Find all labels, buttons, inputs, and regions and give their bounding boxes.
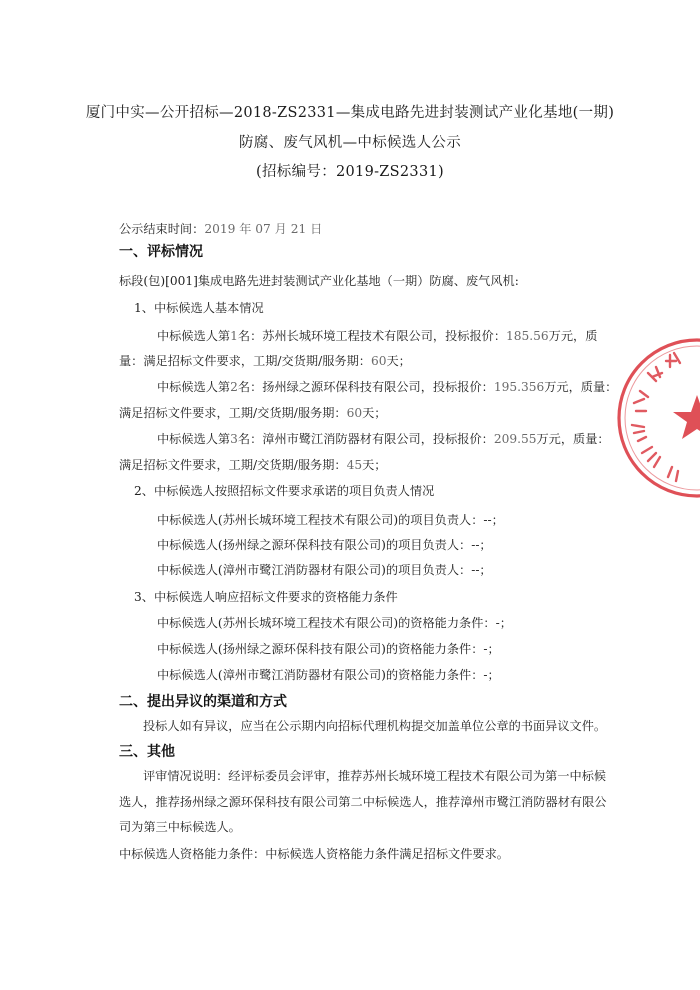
project-lead-row-2: 中标候选人(扬州绿之源环保科技有限公司)的项目负责人：--； (157, 538, 492, 552)
candidate-text: 满足招标文件要求，工期/交货期/服务期： (119, 406, 347, 420)
candidate-text: 名：扬州绿之源环保科技有限公司，投标报价： (237, 380, 494, 394)
candidate-text: 名：漳州市鹭江消防器材有限公司，投标报价： (237, 432, 494, 446)
candidate-3-line-1 (157, 430, 610, 447)
section-3-heading: 三、其他 (119, 744, 175, 760)
candidate-days: 60 (370, 354, 387, 368)
candidate-days: 60 (346, 406, 363, 420)
candidate-text: 满足招标文件要求，工期/交货期/服务期： (119, 458, 347, 472)
candidate-text: 万元，质 (548, 329, 598, 343)
project-lead-row-1: 中标候选人(苏州长城环境工程技术有限公司)的项目负责人：--； (157, 513, 504, 527)
qualification-row-3: 中标候选人(漳州市鹭江消防器材有限公司)的资格能力条件：-； (157, 668, 500, 682)
company-seal-stamp (612, 333, 700, 503)
review-note-line-3: 司为第三中标候选人。 (119, 820, 241, 834)
candidate-2-line-1 (157, 378, 617, 395)
candidate-1-line-2 (119, 352, 411, 369)
candidate-text: 天； (386, 354, 411, 368)
sub-2-title: 2、中标候选人按照招标文件要求承诺的项目负责人情况 (134, 484, 435, 498)
sub-1-title: 1、中标候选人基本情况 (134, 301, 264, 315)
end-time-line (119, 220, 322, 237)
candidate-1-line-1 (157, 327, 597, 344)
candidate-3-line-2 (119, 456, 386, 473)
qualification-row-2: 中标候选人(扬州绿之源环保科技有限公司)的资格能力条件：-； (157, 642, 500, 656)
candidate-text: 天； (362, 458, 387, 472)
candidate-text: 量：满足招标文件要求，工期/交货期/服务期： (119, 354, 371, 368)
lot-line: 标段(包)[001]集成电路先进封装测试产业化基地（一期）防腐、废气风机: (119, 274, 519, 288)
review-note-line-2: 选人，推荐扬州绿之源环保科技有限公司第二中标候选人，推荐漳州市鹭江消防器材有限公 (119, 795, 607, 809)
candidate-text: 万元，质量： (544, 380, 618, 394)
candidate-text: 万元，质量： (536, 432, 610, 446)
candidate-price: 209.55 (493, 432, 537, 446)
candidate-2-line-2 (119, 404, 386, 421)
candidate-price: 195.356 (493, 380, 545, 394)
document-title-line-3: (招标编号：2019-ZS2331) (256, 164, 444, 180)
sub-3-title: 3、中标候选人响应招标文件要求的资格能力条件 (134, 590, 398, 604)
review-note-line-1: 评审情况说明：经评标委员会评审，推荐苏州长城环境工程技术有限公司为第一中标候 (143, 769, 607, 783)
qualification-row-1: 中标候选人(苏州长城环境工程技术有限公司)的资格能力条件：-； (157, 616, 512, 630)
objection-text: 投标人如有异议，应当在公示期内向招标代理机构提交加盖单位公章的书面异议文件。 (143, 719, 607, 733)
candidate-days: 45 (346, 458, 363, 472)
candidate-text: 中标候选人第 (157, 329, 231, 343)
candidate-rank: 1 (230, 329, 238, 343)
document-title-line-2: 防腐、废气风机—中标候选人公示 (239, 135, 461, 151)
project-lead-row-3: 中标候选人(漳州市鹭江消防器材有限公司)的项目负责人：--； (157, 563, 492, 577)
section-1-heading: 一、评标情况 (119, 244, 203, 260)
candidate-text: 中标候选人第 (157, 432, 231, 446)
document-title-line-1: 厦门中实—公开招标—2018-ZS2331—集成电路先进封装测试产业化基地(一期) (85, 105, 615, 121)
qualification-summary: 中标候选人资格能力条件：中标候选人资格能力条件满足招标文件要求。 (119, 847, 509, 861)
candidate-text: 天； (362, 406, 387, 420)
end-time-value: 2019 年 07 月 21 日 (204, 222, 323, 236)
candidate-rank: 3 (230, 432, 238, 446)
candidate-price: 185.56 (506, 329, 549, 343)
section-2-heading: 二、提出异议的渠道和方式 (119, 694, 287, 710)
end-time-label: 公示结束时间： (119, 222, 205, 236)
candidate-rank: 2 (230, 380, 238, 394)
candidate-text: 名：苏州长城环境工程技术有限公司，投标报价： (237, 329, 507, 343)
candidate-text: 中标候选人第 (157, 380, 231, 394)
